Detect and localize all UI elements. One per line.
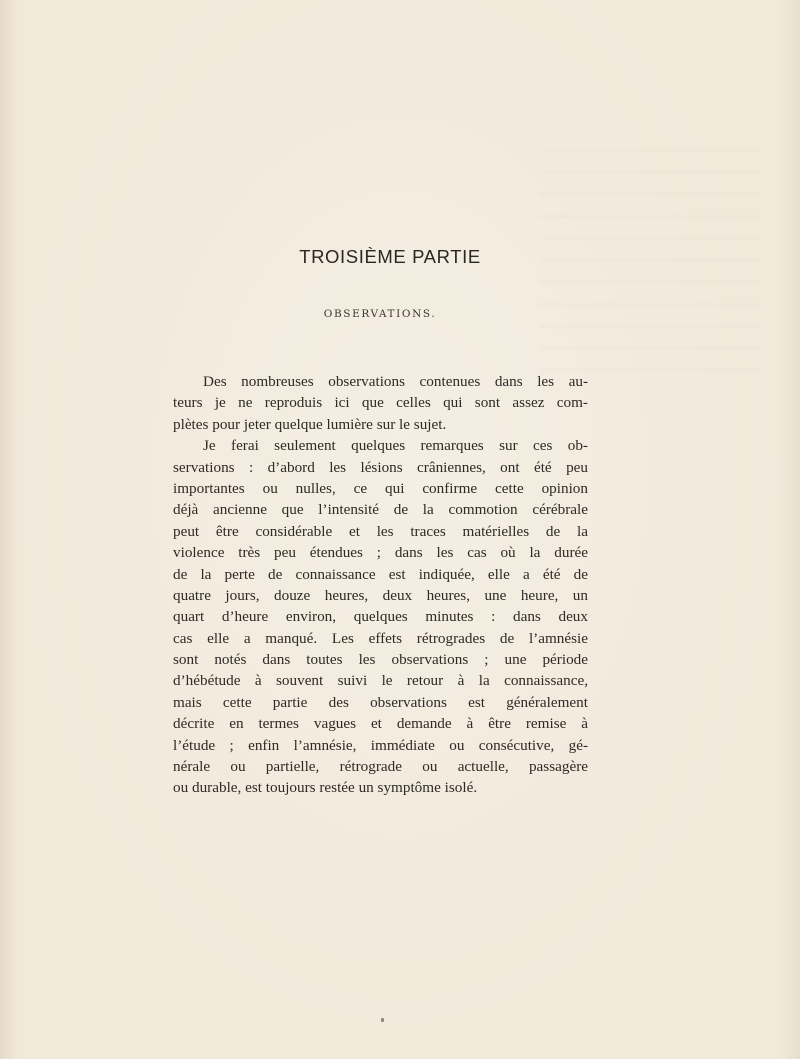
text-line: déjà ancienne que l’intensité de la commotion cérébrale bbox=[173, 501, 588, 519]
text-line: violence très peu étendues ; dans les cas où la durée bbox=[173, 544, 588, 562]
text-line: cas elle a manqué. Les effets rétrogrades de l’amnésie bbox=[173, 629, 588, 647]
ink-speck bbox=[381, 1018, 384, 1022]
text-line: plètes pour jeter quelque lumière sur le sujet. bbox=[173, 415, 447, 433]
text-line: quatre jours, douze heures, deux heures, une heure, un bbox=[173, 586, 588, 604]
text-line: Des nombreuses observations contenues dans les au- bbox=[203, 373, 588, 390]
text-line: peut être considérable et les traces matérielles de la bbox=[173, 522, 588, 540]
text-line: décrite en termes vagues et demande à être remise à bbox=[173, 715, 588, 733]
text-line: importantes ou nulles, ce qui confirme cette opinion bbox=[173, 479, 588, 497]
text-line: ou durable, est toujours restée un symptôme isolé. bbox=[173, 779, 478, 797]
text-line: servations : d’abord les lésions crâniennes, ont été peu bbox=[173, 458, 588, 476]
section-subtitle: OBSERVATIONS. bbox=[323, 308, 437, 320]
text-line: l’étude ; enfin l’amnésie, immédiate ou consécutive, gé- bbox=[173, 736, 588, 754]
text-line: nérale ou partielle, rétrograde ou actuelle, passagère bbox=[173, 758, 588, 776]
text-line: mais cette partie des observations est généralement bbox=[173, 693, 588, 711]
part-title: TROISIÈME PARTIE bbox=[299, 246, 481, 267]
text-line: Je ferai seulement quelques remarques sur ces ob- bbox=[203, 437, 588, 455]
text-line: quart d’heure environ, quelques minutes : dans deux bbox=[173, 608, 588, 626]
text-line: sont notés dans toutes les observations ; une période bbox=[173, 651, 588, 669]
text-line: teurs je ne reproduis ici que celles qui sont assez com- bbox=[173, 394, 588, 412]
body-text bbox=[173, 371, 588, 799]
text-line: de la perte de connaissance est indiquée, elle a été de bbox=[173, 565, 588, 583]
text-line: d’hébétude à souvent suivi le retour à la connaissance, bbox=[173, 672, 588, 690]
